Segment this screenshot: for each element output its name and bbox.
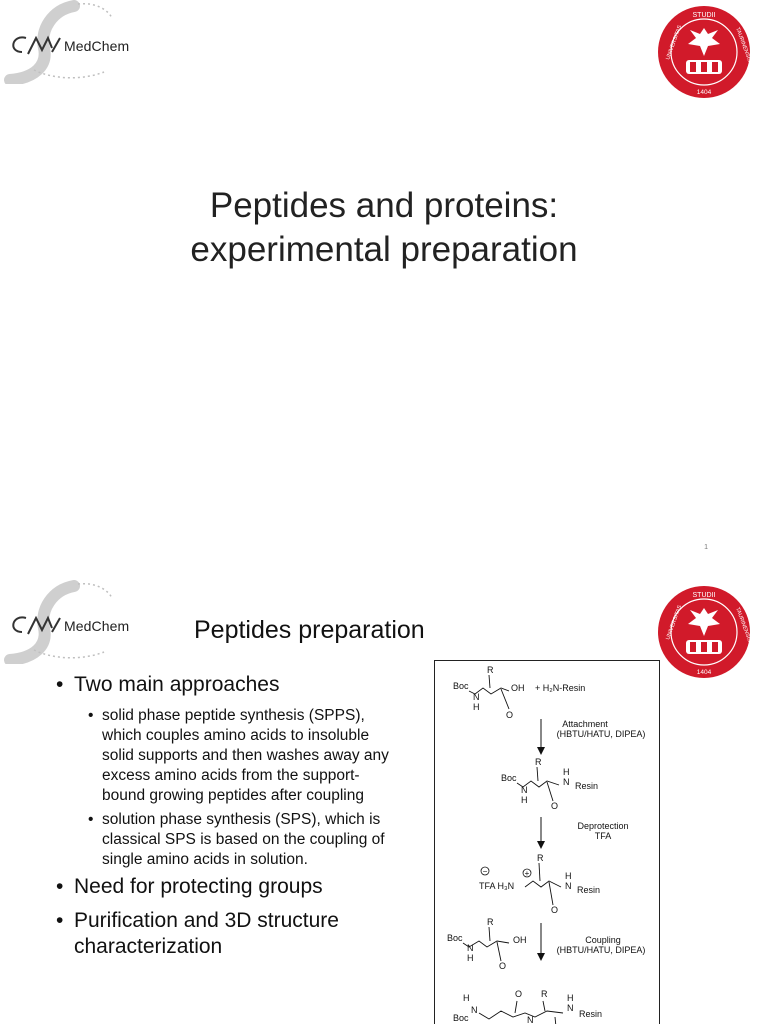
label-resin: Resin [577,885,601,895]
label-h: H [463,993,470,1003]
label-h: H [473,702,480,712]
bullet-item: • Need for protecting groups [56,874,396,900]
label-r: R [487,665,494,675]
university-seal [656,4,752,100]
spps-reaction-scheme [434,660,660,1024]
label-o: O [506,710,514,720]
label-n: N [565,881,572,891]
label-r: R [535,757,542,767]
label-boc: Boc [453,1013,469,1023]
label-n: N [563,777,570,787]
medchem-logo [4,0,132,84]
label-plus: + [524,869,530,878]
sub-bullet-item: • solid phase peptide synthesis (SPPS), which couples amino acids to insoluble solid supports and then washes away any excess amino acids from the support-bound growing peptides after coupling [56,706,396,806]
step3-reagents: (HBTU/HATU, DIPEA) [556,945,646,955]
university-seal-graphic [656,584,752,680]
seal-motto-top: STUDII [692,12,716,19]
label-n: N [567,1003,574,1013]
label-n: N [467,943,474,953]
label-boc: Boc [447,933,463,943]
step2-name: Deprotection [577,821,629,831]
title-line-2: experimental preparation [190,230,578,269]
label-h: H [567,993,574,1003]
label-resin: Resin [575,781,599,791]
title-line-1: Peptides and proteins: [209,186,559,225]
step3-name: Coupling [585,935,621,945]
label-h: H [565,871,572,881]
label-oh: OH [511,683,525,693]
label-resin: Resin [579,1009,603,1019]
label-h: H [563,767,570,777]
deprotected-ammonium-salt [479,853,600,915]
slide-number: 1 [704,544,708,551]
university-seal-graphic [656,4,752,100]
university-seal [656,584,752,680]
label-o: O [515,989,523,999]
bullet-list [56,672,396,968]
label-o: O [499,961,507,971]
slide-2-title: Peptides preparation [194,616,425,644]
label-n: N [471,1005,478,1015]
label-boc: Boc [453,681,469,691]
label-o: O [551,905,559,915]
logo-text: MedChem [64,38,130,54]
label-boc: Boc [501,773,517,783]
label-n: N [473,692,480,702]
reaction-arrow-2 [537,817,629,849]
step2-reagents: TFA [594,831,612,841]
label-h: H [521,795,528,805]
label-tfa-salt: TFA H₃N [479,881,515,891]
step1-reagents: (HBTU/HATU, DIPEA) [556,729,646,739]
coupling-amino-acid [447,917,527,971]
label-n: N [521,785,528,795]
reaction-scheme-graphic [435,661,659,1024]
bullet-item: • Two main approaches [56,672,396,698]
logo-text: MedChem [64,618,130,634]
label-h: H [467,953,474,963]
label-n: N [527,1015,534,1024]
slide-1-title [0,184,768,272]
label-r: R [541,989,548,999]
reaction-arrow-1 [537,719,645,755]
seal-motto-left: UNIVERSITAS [665,24,684,61]
boc-amino-acid [453,665,585,720]
label-o: O [551,801,559,811]
seal-year: 1404 [696,669,712,676]
seal-year: 1404 [696,89,712,96]
resin-bound-dipeptide [453,989,602,1024]
resin-bound-amino-acid [501,757,598,811]
label-plus-reagent: + H₂N-Resin [535,683,586,693]
label-r: R [537,853,544,863]
label-r: R [487,917,494,927]
seal-motto-top: STUDII [692,592,716,599]
seal-motto-right: TAURINENSIS [734,26,752,64]
label-oh: OH [513,935,527,945]
reaction-arrow-3 [537,923,645,961]
step1-name: Attachment [562,719,608,729]
seal-motto-right: TAURINENSIS [734,606,752,644]
seal-motto-left: UNIVERSITAS [665,604,684,641]
sub-bullet-item: • solution phase synthesis (SPS), which is classical SPS is based on the coupling of single amino acids in solution. [56,810,396,870]
slide-2 [0,572,768,1024]
label-minus: − [482,867,488,876]
bullet-item: • Purification and 3D structure characterization [56,908,396,960]
medchem-logo [4,580,132,664]
